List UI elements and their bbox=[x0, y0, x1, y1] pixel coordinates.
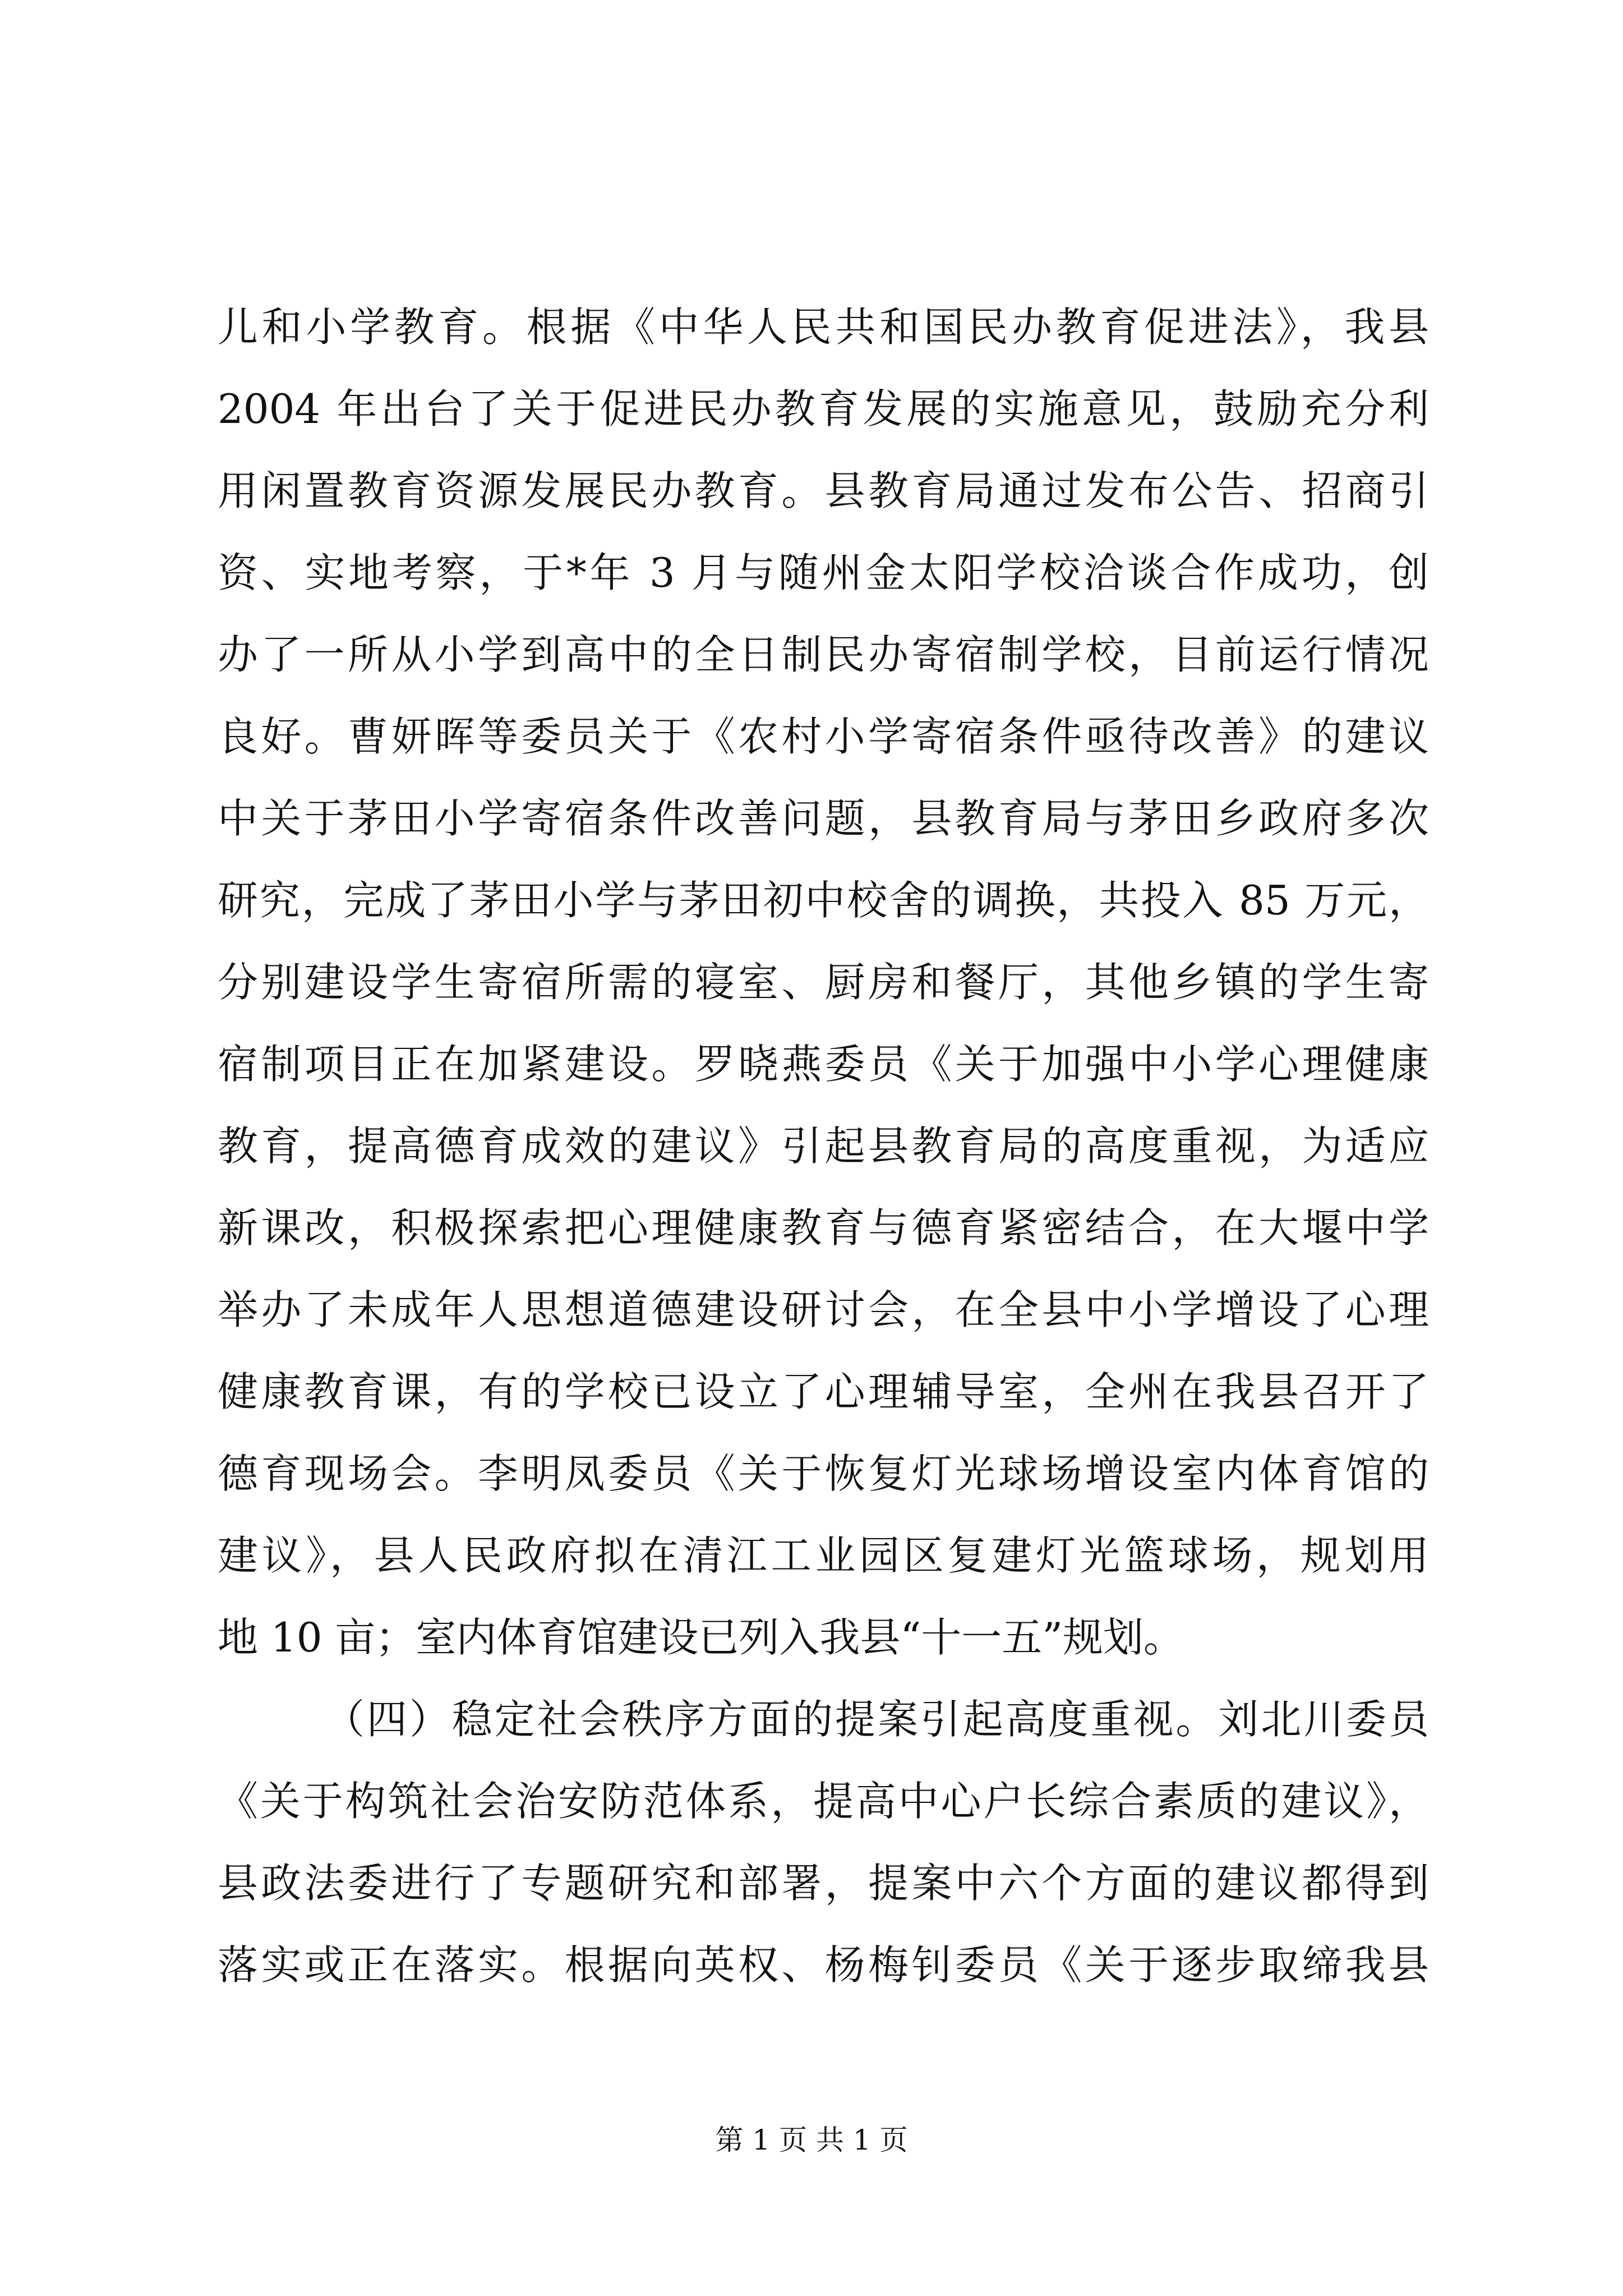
text-line-14: 健康教育课，有的学校已设立了心理辅导室，全州在我县召开了 bbox=[218, 1368, 1429, 1415]
text-line-11: 教育，提高德育成效的建议》引起县教育局的高度重视，为适应 bbox=[218, 1122, 1429, 1170]
text-line-6: 良好。曹妍晖等委员关于《农村小学寄宿条件亟待改善》的建议 bbox=[218, 713, 1429, 760]
text-line-13: 举办了未成年人思想道德建设研讨会，在全县中小学增设了心理 bbox=[218, 1286, 1429, 1333]
page-footer: 第 1 页 共 1 页 bbox=[715, 2124, 908, 2156]
text-line-19: 《关于构筑社会治安防范体系，提高中心户长综合素质的建议》， bbox=[218, 1778, 1429, 1825]
text-line-20: 县政法委进行了专题研究和部署，提案中六个方面的建议都得到 bbox=[218, 1860, 1429, 1907]
text-line-21: 落实或正在落实。根据向英权、杨梅钊委员《关于逐步取缔我县 bbox=[218, 1941, 1429, 1989]
text-line-4: 资、实地考察，于*年 3 月与随州金太阳学校洽谈合作成功，创 bbox=[218, 549, 1429, 596]
text-line-10: 宿制项目正在加紧建设。罗晓燕委员《关于加强中小学心理健康 bbox=[218, 1041, 1429, 1088]
text-line-16: 建议》，县人民政府拟在清江工业园区复建灯光篮球场，规划用 bbox=[218, 1532, 1429, 1579]
text-line-17: 地 10 亩；室内体育馆建设已列入我县“十一五”规划。 bbox=[218, 1614, 1184, 1661]
text-line-9: 分别建设学生寄宿所需的寝室、厨房和餐厅，其他乡镇的学生寄 bbox=[218, 959, 1429, 1006]
text-line-3: 用闲置教育资源发展民办教育。县教育局通过发布公告、招商引 bbox=[218, 467, 1429, 514]
body-text bbox=[218, 286, 1429, 2006]
text-line-8: 研究，完成了茅田小学与茅田初中校舍的调换，共投入 85 万元， bbox=[218, 877, 1429, 924]
text-line-15: 德育现场会。李明凤委员《关于恢复灯光球场增设室内体育馆的 bbox=[218, 1450, 1429, 1497]
section-heading-line: （四）稳定社会秩序方面的提案引起高度重视。刘北川委员 bbox=[324, 1696, 1429, 1743]
text-line-1: 儿和小学教育。根据《中华人民共和国民办教育促进法》，我县 bbox=[218, 303, 1429, 351]
text-line-12: 新课改，积极探索把心理健康教育与德育紧密结合，在大堰中学 bbox=[218, 1204, 1429, 1251]
text-line-5: 办了一所从小学到高中的全日制民办寄宿制学校，目前运行情况 bbox=[218, 631, 1429, 678]
text-line-7: 中关于茅田小学寄宿条件改善问题，县教育局与茅田乡政府多次 bbox=[218, 795, 1429, 842]
text-line-2: 2004 年出台了关于促进民办教育发展的实施意见，鼓励充分利 bbox=[218, 385, 1429, 432]
